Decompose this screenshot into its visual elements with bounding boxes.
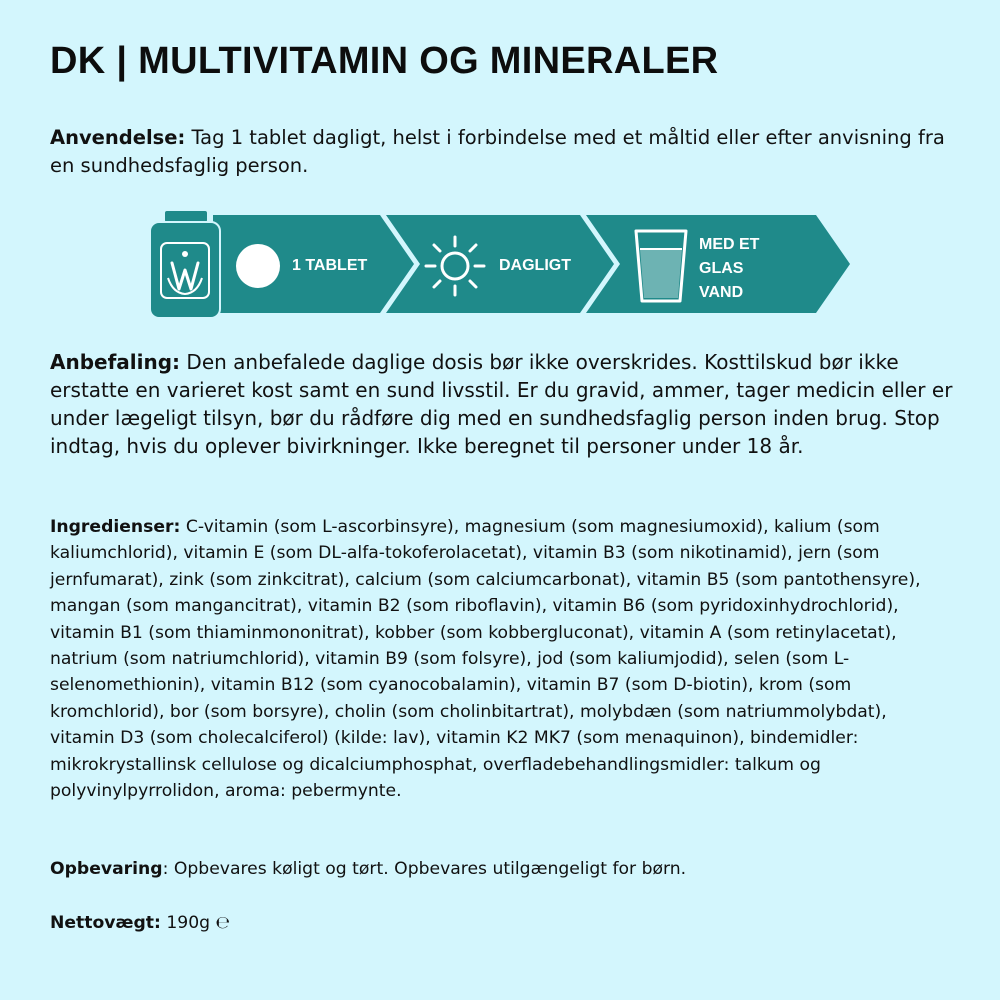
storage-section bbox=[50, 856, 960, 882]
jar-logo-icon bbox=[150, 210, 220, 318]
tablet-icon bbox=[236, 244, 280, 288]
dosage-banner bbox=[148, 205, 858, 325]
step-water-label: MED ET GLAS VAND bbox=[699, 236, 760, 301]
page-title: DK | MULTIVITAMIN OG MINERALER bbox=[50, 40, 719, 82]
estimated-sign-icon: ℮ bbox=[215, 913, 231, 933]
storage-text: : Opbevares køligt og tørt. Opbevares utilgængeligt for børn. bbox=[162, 859, 687, 879]
recommendation-label: Anbefaling: bbox=[50, 350, 181, 374]
storage-label: Opbevaring bbox=[50, 859, 163, 879]
recommendation-section bbox=[50, 348, 955, 460]
step-tablet-label: 1 TABLET bbox=[292, 257, 368, 274]
usage-label: Anvendelse: bbox=[50, 126, 186, 149]
net-weight-label: Nettovægt: bbox=[50, 913, 161, 933]
ingredients-section bbox=[50, 514, 950, 804]
ingredients-text: C-vitamin (som L-ascorbinsyre), magnesium (som magnesiumoxid), kalium (som kaliumchlorid), vitamin E (som DL-alfa-tokoferolacetat), vitamin B3 (som nikotinamid), jern (som jernfumarat), zink (som zinkcitrat), calcium (som calciumcarbonat), vitamin B5 (som pantothensyre), mangan (som mangancitrat), vitamin B2 (som riboflavin), vitamin B6 (som pyridoxinhydrochlorid), vitamin B1 (som thiaminmononitrat), kobber (som kobbergluconat), vitamin A (som retinylacetat), natrium (som natriumchlorid), vitamin B9 (som folsyre), jod (som kaliumjodid), selen (som L-selenomethionin), vitamin B12 (som cyanocobalamin), vitamin B7 (som D-biotin), krom (som kromchlorid), bor (som borsyre), cholin (som cholinbitartrat), molybdæn (som natriummolybdat), vitamin D3 (som cholecalciferol) (kilde: lav), vitamin K2 MK7 (som menaquinon), bindemidler: mikrokrystallinsk cellulose og dicalciumphosphat, overfladebehandlingsmidler: talkum og polyvinylpyrrolidon, aroma: pebermynte. bbox=[50, 517, 921, 802]
step-daily-label: DAGLIGT bbox=[499, 257, 571, 274]
net-weight-section bbox=[50, 910, 960, 936]
ingredients-label: Ingredienser: bbox=[50, 517, 181, 537]
recommendation-text: Den anbefalede daglige dosis bør ikke overskrides. Kosttilskud bør ikke erstatte en varieret kost samt en sund livsstil. Er du gravid, ammer, tager medicin eller er under lægeligt tilsyn, bør du rådføre dig med en sundhedsfaglig person inden brug. Stop indtag, hvis du oplever bivirkninger. Ikke beregnet til personer under 18 år. bbox=[50, 350, 953, 458]
usage-section bbox=[50, 124, 960, 180]
usage-text: Tag 1 tablet dagligt, helst i forbindelse med et måltid eller efter anvisning fra en sundhedsfaglig person. bbox=[50, 126, 945, 177]
net-weight-value: 190g bbox=[160, 913, 211, 933]
